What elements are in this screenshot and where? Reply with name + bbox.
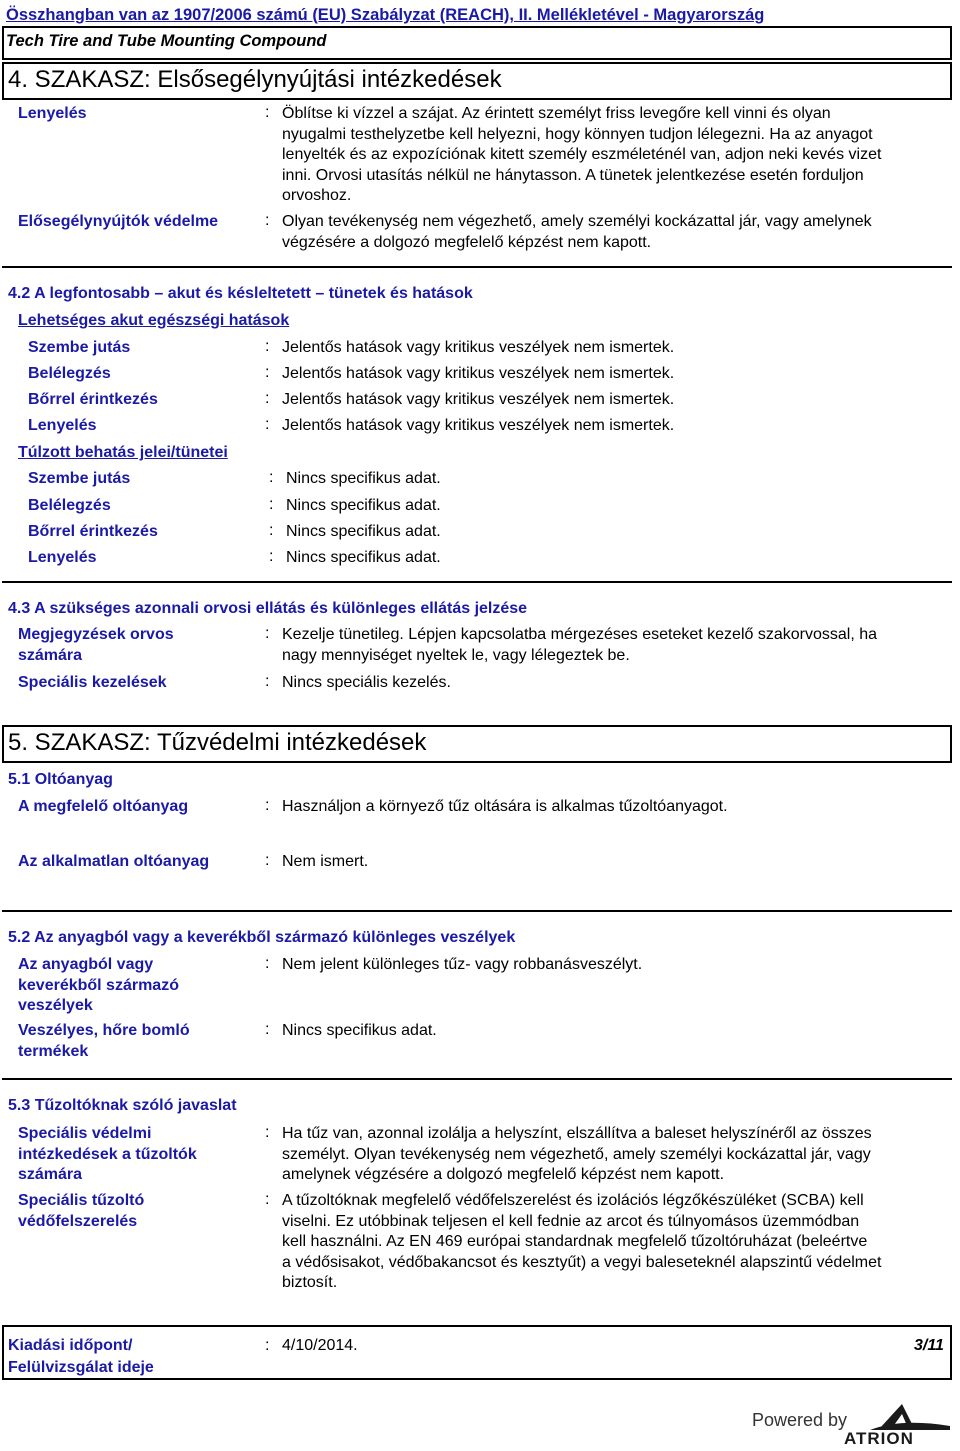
acute-ingestion-label: Lenyelés	[28, 417, 97, 434]
regulation-header: Összhangban van az 1907/2006 számú (EU) Szabályzat (REACH), II. Mellékletével - Magyarország	[6, 6, 765, 24]
colon: :	[265, 1337, 270, 1354]
svg-text:ATRION: ATRION	[844, 1429, 914, 1446]
protection-text: Olyan tevékenység nem végezhető, amely személyi kockázattal jár, vagy amelynek végzésére a dolgozó megfelelő képzést nem kapott.	[282, 213, 872, 251]
section-5-3-title: 5.3 Tűzoltóknak szóló javaslat	[8, 1097, 237, 1114]
issue-date-value: 4/10/2014.	[282, 1337, 358, 1354]
suitable-media-label: A megfelelő oltóanyag	[18, 798, 189, 815]
unsuitable-media-value: Nem ismert.	[282, 853, 369, 870]
doctor-notes-text: Kezelje tünetileg. Lépjen kapcsolatba mérgezéses eseteket kezelő szakorvossal, ha nagy mennyiséget nyeltek le, vagy lélegeztek be.	[282, 626, 878, 664]
over-skin-value: Nincs specifikus adat.	[286, 523, 441, 540]
over-inhalation-value: Nincs specifikus adat.	[286, 497, 441, 514]
over-ingestion-value: Nincs specifikus adat.	[286, 549, 441, 566]
powered-by-text: Powered by	[752, 1410, 848, 1430]
section5-title: 5. SZAKASZ: Tűzvédelmi intézkedések	[8, 729, 427, 756]
firefighter-actions-label: Speciális védelmi intézkedések a tűzoltók számára	[18, 1125, 197, 1183]
colon: :	[265, 673, 270, 690]
colon: :	[265, 625, 270, 642]
colon: :	[265, 104, 270, 121]
colon: :	[265, 797, 270, 814]
acute-eye-label: Szembe jutás	[28, 339, 131, 356]
acute-skin-value: Jelentős hatások vagy kritikus veszélyek nem ismertek.	[282, 391, 675, 408]
section4-title: 4. SZAKASZ: Elsősegélynyújtási intézkedések	[8, 66, 502, 93]
firefighter-equipment-text: A tűzoltóknak megfelelő védőfelszerelést és izolációs légzőkészüléket (SCBA) kell viselni. Ez utóbbinak teljesen el kell fednie az arcot és túlnyomásos üzemmódban kell használni. Az EN 469 európai standardnak megfelelő tűzoltóruházat (beleértve a védősisakot, védőbakancsot és kesztyűt) a vegyi baleseteknél alapszintű védelmet biztosít.	[282, 1192, 882, 1291]
colon: :	[265, 1191, 270, 1208]
firefighter-actions-text: Ha tűz van, azonnal izolálja a helyszínt, elszállítva a baleset helyszínéről az összes személyt. Olyan tevékenység nem végezhető, amely személyi kockázattal jár, vagy amelynek végzésére a dolgozó megfelelő képzést nem kapott.	[282, 1125, 872, 1183]
specific-hazards-label: Az anyagból vagy keverékből származó veszélyek	[18, 956, 179, 1014]
colon: :	[269, 469, 274, 486]
divider	[2, 581, 952, 583]
over-eye-label: Szembe jutás	[28, 470, 131, 487]
acute-inhalation-label: Belélegzés	[28, 365, 111, 382]
over-ingestion-label: Lenyelés	[28, 549, 97, 566]
colon: :	[265, 852, 270, 869]
divider	[2, 1078, 952, 1080]
colon: :	[265, 955, 270, 972]
acute-effects-heading: Lehetséges akut egészségi hatások	[18, 312, 290, 329]
ingestion-label: Lenyelés	[18, 105, 87, 122]
page-number: 3/11	[914, 1337, 944, 1354]
special-treatment-value: Nincs speciális kezelés.	[282, 674, 451, 691]
colon: :	[265, 1124, 270, 1141]
specific-hazards-value: Nem jelent különleges tűz- vagy robbanásveszélyt.	[282, 956, 643, 973]
acute-eye-value: Jelentős hatások vagy kritikus veszélyek nem ismertek.	[282, 339, 675, 356]
colon: :	[265, 1021, 270, 1038]
over-skin-label: Bőrrel érintkezés	[28, 523, 158, 540]
colon: :	[265, 416, 270, 433]
section-4-2-title: 4.2 A legfontosabb – akut és késleltetett – tünetek és hatások	[8, 285, 473, 302]
issue-date-label: Kiadási időpont/ Felülvizsgálat ideje	[8, 1337, 154, 1376]
product-name: Tech Tire and Tube Mounting Compound	[6, 32, 327, 50]
protection-label: Elősegélynyújtók védelme	[18, 213, 219, 230]
section-4-3-title: 4.3 A szükséges azonnali orvosi ellátás és különleges ellátás jelzése	[8, 600, 528, 617]
decomposition-value: Nincs specifikus adat.	[282, 1022, 437, 1039]
colon: :	[269, 496, 274, 513]
section-5-1-title: 5.1 Oltóanyag	[8, 771, 113, 788]
overexposure-heading: Túlzott behatás jelei/tünetei	[18, 444, 228, 461]
suitable-media-value: Használjon a környező tűz oltására is alkalmas tűzoltóanyagot.	[282, 798, 728, 815]
over-eye-value: Nincs specifikus adat.	[286, 470, 441, 487]
firefighter-equipment-label: Speciális tűzoltó védőfelszerelés	[18, 1192, 145, 1230]
over-inhalation-label: Belélegzés	[28, 497, 111, 514]
colon: :	[269, 522, 274, 539]
doctor-notes-label: Megjegyzések orvos számára	[18, 626, 174, 664]
atrion-logo	[840, 1400, 956, 1451]
ingestion-text: Öblítse ki vízzel a szájat. Az érintett személyt friss levegőre kell vinni és olyan nyugalmi testhelyzetbe kell helyezni, hogy könnyen tudjon lélegezni. Ha az anyagot lenyelték és az expozíciónak kitett személy eszméleténél van, adjon neki kevés vizet inni. Orvosi utasítás nélkül ne hánytasson. A tünetek jelentkezése esetén forduljon orvoshoz.	[282, 105, 882, 204]
colon: :	[265, 212, 270, 229]
colon: :	[265, 364, 270, 381]
acute-skin-label: Bőrrel érintkezés	[28, 391, 158, 408]
colon: :	[265, 390, 270, 407]
colon: :	[265, 338, 270, 355]
unsuitable-media-label: Az alkalmatlan oltóanyag	[18, 853, 210, 870]
acute-ingestion-value: Jelentős hatások vagy kritikus veszélyek nem ismertek.	[282, 417, 675, 434]
decomposition-label: Veszélyes, hőre bomló termékek	[18, 1022, 190, 1060]
section-5-2-title: 5.2 Az anyagból vagy a keverékből származó különleges veszélyek	[8, 929, 516, 946]
divider	[2, 266, 952, 268]
acute-inhalation-value: Jelentős hatások vagy kritikus veszélyek nem ismertek.	[282, 365, 675, 382]
divider	[2, 910, 952, 912]
colon: :	[269, 548, 274, 565]
special-treatment-label: Speciális kezelések	[18, 674, 167, 691]
atrion-logo-icon	[840, 1400, 956, 1446]
